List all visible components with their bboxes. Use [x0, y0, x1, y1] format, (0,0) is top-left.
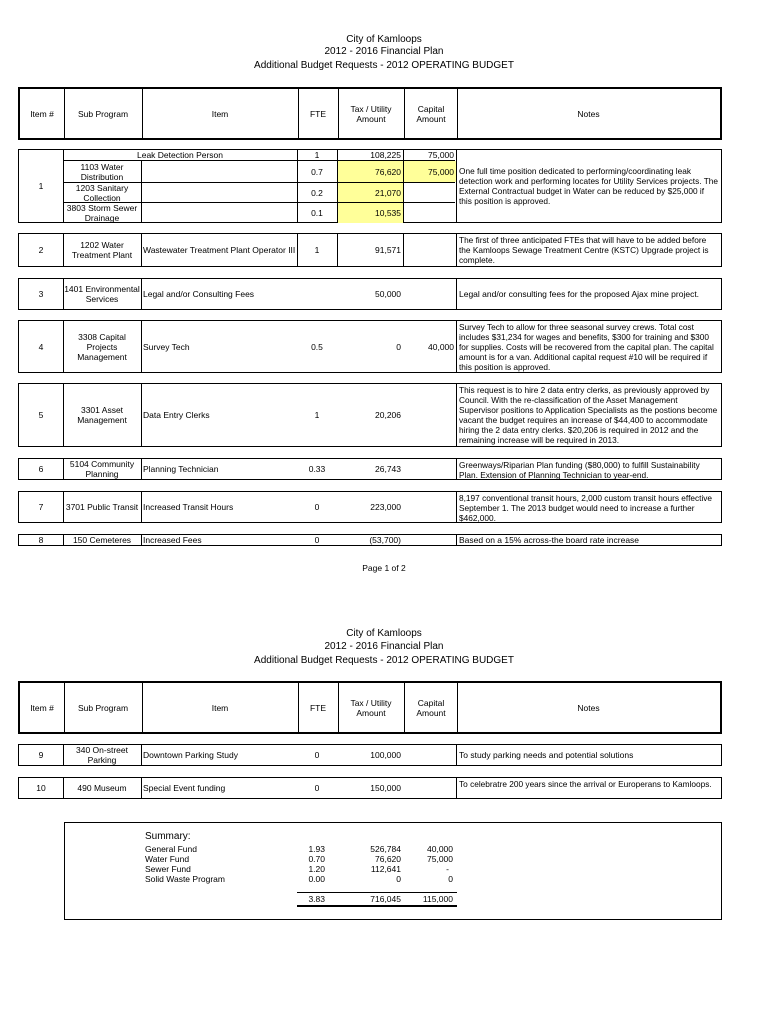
row-item: Increased Transit Hours: [143, 502, 234, 512]
table-row: [18, 320, 722, 373]
row-sub-program: 1401 Environmental Services: [64, 284, 140, 304]
row-fte: 0.33: [308, 464, 326, 474]
summary-label: Water Fund: [145, 854, 190, 864]
row-item-no: 10: [36, 783, 46, 793]
summary-tax: 526,784: [370, 844, 401, 854]
row-capital: 75,000: [428, 150, 454, 160]
row-tax: 50,000: [375, 289, 401, 299]
summary-fte: 0.00: [308, 874, 325, 884]
row-capital: 75,000: [404, 161, 456, 182]
row-capital: 40,000: [428, 341, 454, 352]
summary-capital: 40,000: [427, 844, 453, 854]
row-sub-program: 1202 Water Treatment Plant: [71, 240, 133, 260]
col-notes: Notes: [577, 108, 600, 119]
table-row: [18, 777, 722, 799]
row-notes: To study parking needs and potential solutions: [459, 750, 634, 760]
row-fte: 1: [314, 245, 320, 255]
row-tax: 108,225: [370, 150, 401, 160]
row-notes: Survey Tech to allow for three seasonal survey crews. Total cost includes $31,234 for wages and benefits, $300 for training and $300 for supplies. Costs will be recovered from the capital plan. The capital amount is for a van. Additional capital request #10 will be required if this position is approved.: [459, 322, 714, 372]
report-plan: 2012 - 2016 Financial Plan: [324, 641, 444, 652]
column-header: [18, 87, 722, 140]
summary-tax: 0: [396, 874, 401, 884]
row-item-no: 4: [38, 341, 44, 352]
row-notes: One full time position dedicated to performing/coordinating leak detection work and performing locates for Utility Services projects. The External Contractual budget in Water can be reduced by $25,000 if this position is approved.: [459, 166, 719, 206]
report-title: Additional Budget Requests - 2012 OPERATING BUDGET: [254, 655, 514, 666]
col-sub-program: Sub Program: [77, 702, 129, 713]
column-header: [18, 681, 722, 734]
summary-double-rule: [297, 905, 457, 907]
row-item: Data Entry Clerks: [143, 410, 210, 420]
row-sub-program: 3701 Public Transit: [65, 502, 139, 512]
row-fte: 0: [314, 502, 320, 512]
row-notes: 8,197 conventional transit hours, 2,000 custom transit hours effective September 1. The 2013 budget would need to increase a further $462,000.: [459, 493, 713, 523]
row-notes: Based on a 15% across-the board rate increase: [459, 535, 640, 545]
summary-capital: 0: [448, 874, 453, 884]
row-tax: 26,743: [375, 464, 401, 474]
report-plan: 2012 - 2016 Financial Plan: [324, 46, 444, 57]
row-item-no: 7: [38, 502, 44, 512]
table-row: [18, 149, 722, 223]
row-item-no: 5: [38, 410, 44, 420]
summary-tax: 76,620: [375, 854, 401, 864]
summary-label: Solid Waste Program: [145, 874, 225, 884]
row-item-no: 1: [38, 181, 44, 191]
col-item: Item: [211, 702, 229, 713]
row-item: Special Event funding: [143, 783, 226, 793]
row-item: Survey Tech: [143, 341, 190, 352]
col-item-no: Item #: [30, 108, 54, 119]
table-row: [18, 233, 722, 267]
summary-fte: 1.93: [308, 844, 325, 854]
row-sub-program: 150 Cemeteres: [72, 535, 132, 545]
row-sub-program: 1103 Water Distribution: [80, 161, 124, 182]
summary-total-tax: 716,045: [370, 894, 401, 904]
row-item-no: 2: [38, 245, 44, 255]
row-tax: 91,571: [375, 245, 401, 255]
row-item-no: 3: [38, 289, 44, 299]
row-tax: 76,620: [338, 161, 403, 182]
page-number: Page 1 of 2: [362, 563, 406, 573]
row-sub-program: 3308 Capital Projects Management: [77, 331, 127, 362]
table-row: [18, 744, 722, 766]
row-item: Downtown Parking Study: [143, 750, 238, 760]
row-fte: 0: [314, 783, 320, 793]
summary-label: General Fund: [145, 844, 197, 854]
row-sub-program: 340 On-street Parking: [76, 745, 128, 765]
row-item: Increased Fees: [143, 535, 202, 545]
row-sub-program: 3803 Storm Sewer Drainage: [66, 203, 138, 223]
row-fte: 0.2: [311, 187, 323, 198]
row-fte: 0: [314, 750, 320, 760]
row-tax: 150,000: [370, 783, 401, 793]
col-sub-program: Sub Program: [77, 108, 129, 119]
table-row: [18, 383, 722, 447]
row-tax: 223,000: [370, 502, 401, 512]
row-tax: 0: [396, 341, 401, 352]
col-capital: Capital Amount: [416, 697, 446, 718]
row-notes: To celebratre 200 years since the arrival or Europerans to Kamloops.: [459, 779, 712, 789]
row-item-no: 6: [38, 464, 44, 474]
row-tax: 20,206: [375, 410, 401, 420]
row-fte: 0.5: [311, 341, 323, 352]
row-notes: Greenways/Riparian Plan funding ($80,000) to fulfill Sustainability Plan. Extension of Planning Technician to year-end.: [459, 460, 700, 480]
row-fte: 0.1: [311, 208, 323, 218]
row-item-no: 8: [38, 535, 44, 545]
row-sub-program: 3301 Asset Management: [77, 405, 127, 425]
col-item-no: Item #: [30, 702, 54, 713]
col-fte: FTE: [309, 702, 327, 713]
row-notes: Legal and/or consulting fees for the proposed Ajax mine project.: [459, 289, 700, 299]
row-tax: 10,535: [338, 203, 403, 223]
summary-rule: [297, 892, 457, 893]
table-row: [18, 534, 722, 546]
summary-total-capital: 115,000: [422, 894, 453, 904]
row-item: Wastewater Treatment Plant Operator III: [143, 245, 296, 255]
report-org: City of Kamloops: [346, 34, 422, 45]
report-title: Additional Budget Requests - 2012 OPERATING BUDGET: [254, 60, 514, 71]
summary-fte: 1.20: [308, 864, 325, 874]
col-capital: Capital Amount: [416, 103, 446, 124]
table-row: [18, 278, 722, 310]
table-row: [18, 458, 722, 480]
row-item: Leak Detection Person: [137, 150, 223, 160]
col-fte: FTE: [309, 108, 327, 119]
summary-title: Summary:: [145, 831, 191, 842]
col-item: Item: [211, 108, 229, 119]
row-fte: 1: [314, 150, 320, 160]
row-fte: 1: [314, 410, 320, 420]
row-notes: This request is to hire 2 data entry clerks, as previously approved by Council. With the re-classification of the Asset Management Supervisor positions to Application Specialists as the postions become vacant the budget requires an increase of $44,400 to accommodate hiring the 2 data entry clerks. $20,206 is required in 2012 and the remaining increase will be required in 2013.: [459, 385, 718, 445]
row-item-no: 9: [38, 750, 44, 760]
row-tax: (53,700): [369, 535, 401, 545]
summary-capital: -: [446, 864, 449, 874]
summary-capital: 75,000: [427, 854, 453, 864]
summary-box: [64, 822, 722, 920]
report-org: City of Kamloops: [346, 628, 422, 639]
row-tax: 100,000: [370, 750, 401, 760]
row-fte: 0.7: [311, 166, 323, 177]
row-sub-program: 5104 Community Planning: [69, 459, 135, 479]
summary-label: Sewer Fund: [145, 864, 191, 874]
table-row: [18, 491, 722, 523]
row-item: Planning Technician: [143, 464, 219, 474]
row-sub-program: 1203 Sanitary Collection: [75, 182, 129, 203]
row-tax: 21,070: [338, 183, 403, 202]
row-item: Legal and/or Consulting Fees: [143, 289, 255, 299]
row-notes: The first of three anticipated FTEs that will have to be added before the Kamloops Sewage Treatment Centre (KSTC) Upgrade project is complete.: [459, 235, 709, 265]
summary-tax: 112,641: [370, 864, 401, 874]
row-sub-program: 490 Museum: [77, 783, 127, 793]
row-fte: 0: [314, 535, 320, 545]
col-tax: Tax / Utility Amount: [350, 103, 392, 124]
col-notes: Notes: [577, 702, 600, 713]
summary-fte: 0.70: [308, 854, 325, 864]
summary-total-fte: 3.83: [308, 894, 325, 904]
col-tax: Tax / Utility Amount: [350, 697, 392, 718]
